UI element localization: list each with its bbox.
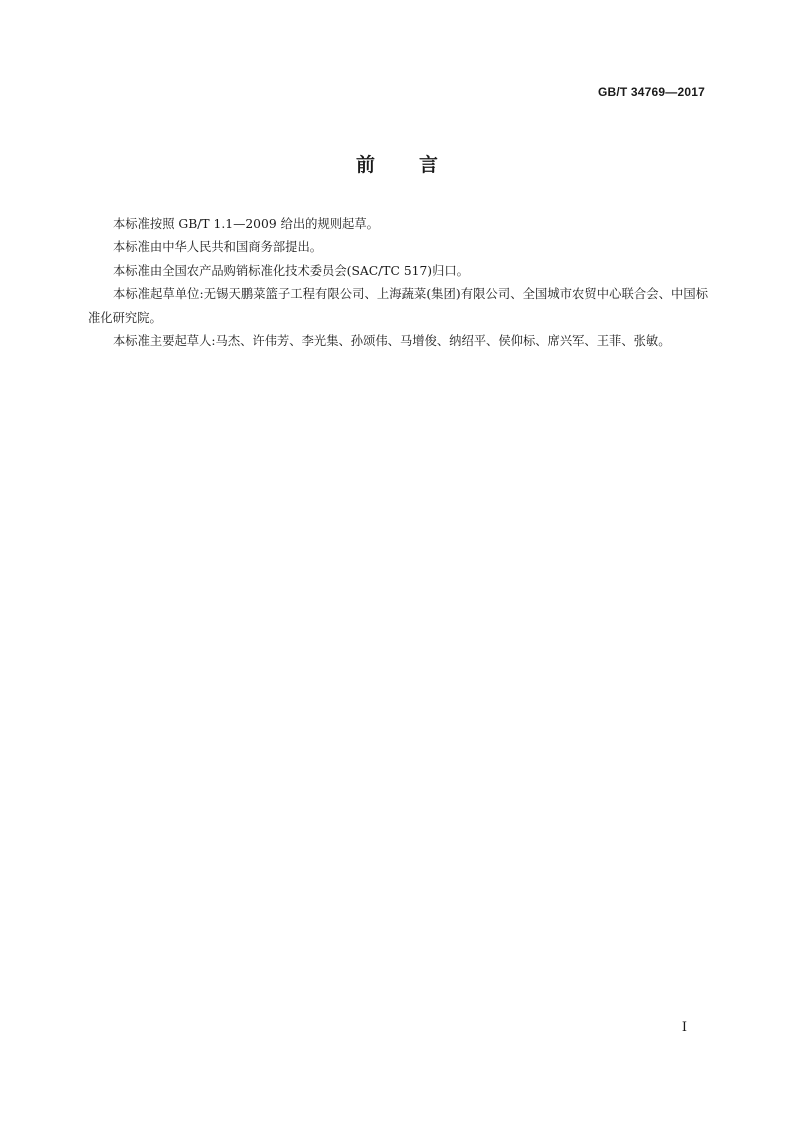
paragraph-drafting-rules: 本标准按照 GB/T 1.1—2009 给出的规则起草。 (113, 217, 379, 231)
paragraph-drafters: 本标准主要起草人:马杰、许伟芳、李光集、孙颂伟、马增俊、纳绍平、侯仰标、席兴军、王菲、张敏。 (113, 334, 671, 349)
paragraph-committee: 本标准由全国农产品购销标准化技术委员会(SAC/TC 517)归口。 (113, 263, 469, 278)
title-char-1: 前 (355, 154, 375, 176)
foreword-body (88, 213, 708, 353)
paragraph-drafting-units: 本标准起草单位:无锡天鹏菜篮子工程有限公司、上海蔬菜(集团)有限公司、全国城市农贸中心联合会、中国标准化研究院。 (88, 287, 708, 325)
paragraph-proposer: 本标准由中华人民共和国商务部提出。 (113, 240, 323, 255)
page-title (0, 150, 794, 177)
title-char-2: 言 (419, 154, 439, 176)
page-number: I (681, 1020, 687, 1035)
standard-code: GB/T 34769—2017 (597, 85, 705, 99)
